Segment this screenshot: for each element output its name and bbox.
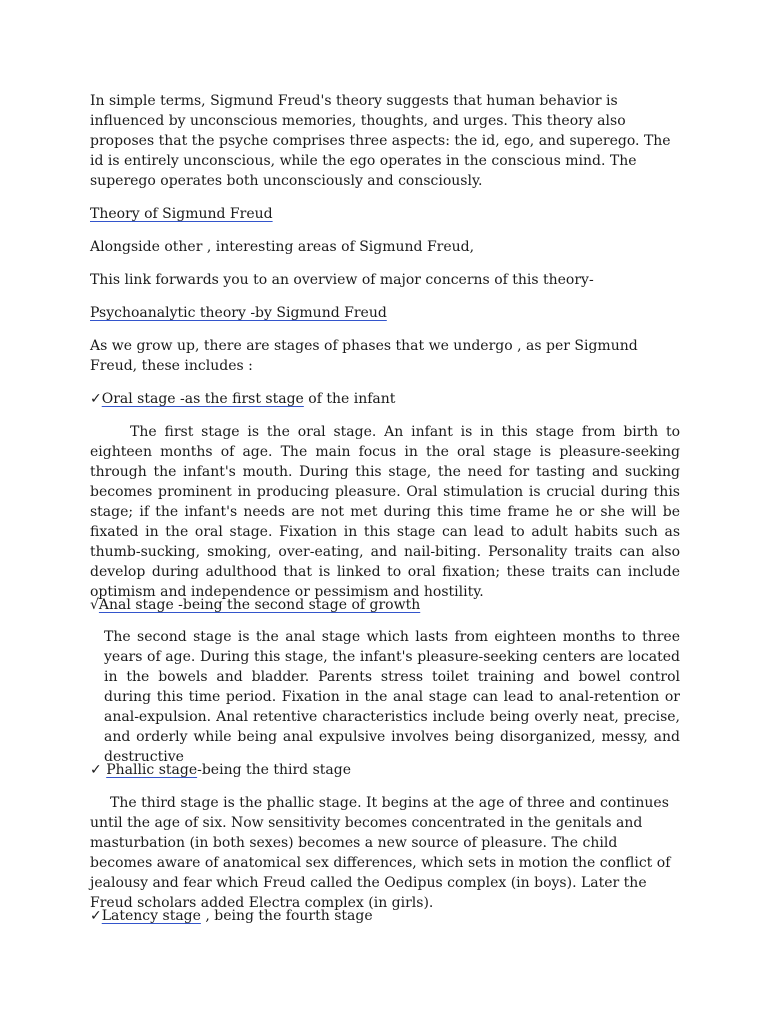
anal-stage-link[interactable]: Anal stage -being the second stage of growth [98, 597, 421, 613]
checkmark-icon: √ [90, 597, 99, 613]
checkmark-icon: ✓ [90, 908, 102, 924]
theory-of-freud-link[interactable]: Theory of Sigmund Freud [90, 206, 273, 222]
alongside-text: Alongside other , interesting areas of Sigmund Freud, [90, 239, 475, 255]
phallic-stage-paragraph: The third stage is the phallic stage. It begins at the age of three and continues until the age of six. Now sensitivity becomes concentrated in the genitals and masturbation (in both sexes) becomes a new source of pleasure. The child becomes aware of anatomical sex differences, which sets in motion the conflict of jealousy and fear which Freud called the Oedipus complex (in boys). Later the Freud scholars added Electra complex (in girls). [90, 795, 671, 911]
oral-stage-suffix: of the infant [303, 391, 396, 407]
latency-stage-link[interactable]: Latency stage [101, 908, 201, 924]
theory-link-line [90, 204, 680, 224]
anal-stage-heading [90, 595, 680, 615]
forward-text: This link forwards you to an overview of major concerns of this theory- [90, 272, 594, 288]
latency-stage-suffix: , being the fourth stage [200, 908, 373, 924]
oral-stage-heading [90, 389, 680, 409]
checkmark-icon: ✓ [90, 762, 107, 778]
phallic-stage-suffix: -being the third stage [197, 762, 351, 778]
anal-stage-paragraph: The second stage is the anal stage which lasts from eighteen months to three years of age. During this stage, the infant's pleasure-seeking centers are located in the bowels and bladder. Parents stress toilet training and bowel control during this time period. Fixation in the anal stage can lead to anal-retention or anal-expulsion. Anal retentive characteristics include being overly neat, precise, and orderly while being anal expulsive involves being disorganized, messy, and destructive [104, 629, 680, 765]
psychoanalytic-theory-link[interactable]: Psychoanalytic theory -by Sigmund Freud [90, 305, 387, 321]
latency-stage-heading [90, 906, 680, 926]
psycho-link-line [90, 303, 680, 323]
oral-stage-link[interactable]: Oral stage -as the first stage [101, 391, 304, 407]
intro-paragraph: In simple terms, Sigmund Freud's theory suggests that human behavior is influenced by unconscious memories, thoughts, and urges. This theory also proposes that the psyche comprises three aspects: the id, ego, and superego. The id is entirely unconscious, while the ego operates in the conscious mind. The superego operates both unconsciously and consciously. [90, 93, 671, 189]
checkmark-icon: ✓ [90, 391, 102, 407]
stages-intro-text: As we grow up, there are stages of phases that we undergo , as per Sigmund Freud, these includes : [90, 338, 638, 374]
phallic-stage-heading [90, 760, 680, 780]
phallic-stage-link[interactable]: Phallic stage [106, 762, 198, 778]
oral-stage-paragraph: The first stage is the oral stage. An infant is in this stage from birth to eighteen months of age. The main focus in the oral stage is pleasure-seeking through the infant's mouth. During this stage, the need for tasting and sucking becomes prominent in producing pleasure. Oral stimulation is crucial during this stage; if the infant's needs are not met during this time frame he or she will be fixated in the oral stage. Fixation in this stage can lead to adult habits such as thumb-sucking, smoking, over-eating, and nail-biting. Personality traits can also develop during adulthood that is linked to oral fixation; these traits can include optimism and independence or pessimism and hostility. [90, 424, 680, 600]
